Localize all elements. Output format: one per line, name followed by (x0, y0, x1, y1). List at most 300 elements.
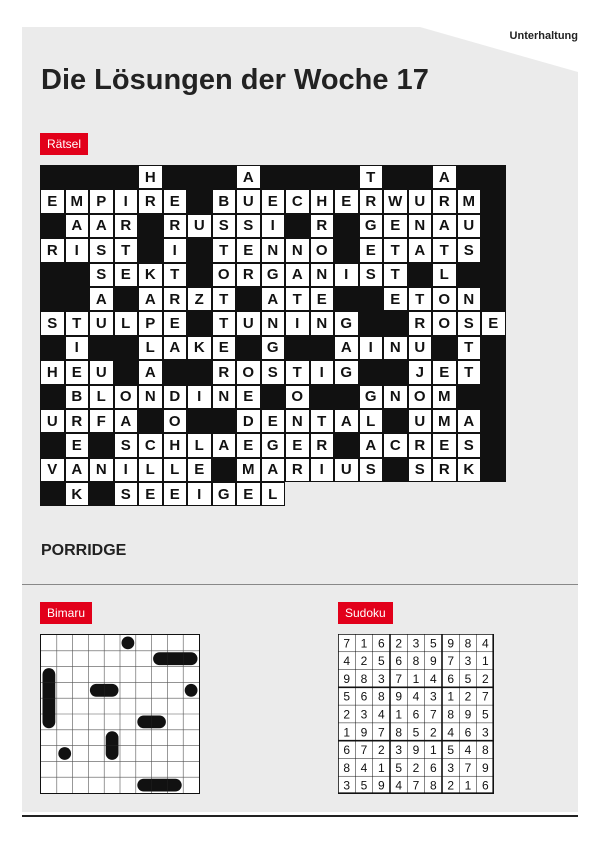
crossword-block (481, 238, 506, 262)
crossword-cell: R (408, 433, 433, 457)
crossword-cell: D (163, 385, 188, 409)
crossword-row (40, 385, 506, 409)
sudoku-digit: 8 (343, 760, 351, 775)
crossword-block (163, 165, 188, 189)
crossword-cell: A (334, 409, 359, 433)
crossword-block (187, 360, 212, 384)
crossword-block (89, 433, 114, 457)
sudoku-svg (338, 634, 494, 794)
crossword-row (40, 263, 506, 287)
crossword-block (310, 165, 335, 189)
crossword-block (285, 214, 310, 238)
crossword-block (334, 238, 359, 262)
crossword-cell: M (432, 409, 457, 433)
crossword-block (383, 458, 408, 482)
bimaru-ship-segment (43, 698, 56, 714)
crossword-cell: T (359, 165, 384, 189)
crossword-cell: L (163, 458, 188, 482)
crossword-block (138, 214, 163, 238)
crossword-gap (432, 482, 457, 506)
sudoku-digit: 8 (412, 654, 420, 669)
crossword-cell: G (212, 482, 237, 506)
sudoku-digit: 5 (429, 636, 437, 651)
bimaru-ship-segment (43, 682, 56, 698)
crossword-block (261, 165, 286, 189)
sudoku-digit: 7 (429, 707, 437, 722)
sudoku-digit: 4 (377, 707, 385, 722)
crossword-gap (383, 482, 408, 506)
sudoku-digit: 7 (464, 760, 472, 775)
crossword-block (334, 287, 359, 311)
sudoku-digit: 9 (447, 636, 455, 651)
crossword-cell: E (432, 360, 457, 384)
crossword-cell: L (114, 311, 139, 335)
crossword-block (187, 189, 212, 213)
crossword-cell: E (285, 433, 310, 457)
crossword-cell: M (457, 189, 482, 213)
crossword-cell: K (457, 458, 482, 482)
sudoku-digit: 4 (447, 725, 455, 740)
crossword-cell: C (383, 433, 408, 457)
solution-word: PORRIDGE (41, 542, 127, 559)
crossword-cell: A (432, 165, 457, 189)
sudoku-digit: 5 (447, 743, 455, 758)
sudoku-digit: 8 (360, 671, 368, 686)
sudoku-label: Sudoku (338, 602, 393, 624)
crossword-cell: T (285, 360, 310, 384)
crossword-cell: A (408, 238, 433, 262)
crossword-cell: R (432, 189, 457, 213)
crossword-cell: S (457, 238, 482, 262)
crossword-block (334, 214, 359, 238)
crossword-block (187, 165, 212, 189)
crossword-cell: R (432, 458, 457, 482)
crossword-cell: G (359, 385, 384, 409)
bimaru-ship-segment (152, 779, 168, 792)
crossword-cell: T (383, 238, 408, 262)
crossword-cell: A (457, 409, 482, 433)
crossword-block (481, 287, 506, 311)
crossword-cell: I (187, 385, 212, 409)
sudoku-digit: 7 (343, 636, 351, 651)
crossword-gap (334, 482, 359, 506)
crossword-block (40, 385, 65, 409)
bimaru-grid (40, 634, 200, 794)
sudoku-digit: 3 (447, 760, 455, 775)
bimaru-ship-segment (167, 779, 181, 792)
crossword-cell: I (261, 214, 286, 238)
crossword-cell: N (310, 263, 335, 287)
crossword-cell: A (432, 214, 457, 238)
section-divider (22, 584, 578, 585)
crossword-cell: H (138, 165, 163, 189)
crossword-block (261, 385, 286, 409)
crossword-row (40, 238, 506, 262)
crossword-gap (359, 482, 384, 506)
crossword-cell: E (236, 433, 261, 457)
crossword-block (89, 482, 114, 506)
crossword-cell: A (212, 433, 237, 457)
sudoku-digit: 1 (464, 778, 472, 793)
crossword-block (457, 385, 482, 409)
crossword-cell: W (383, 189, 408, 213)
crossword-cell: I (187, 482, 212, 506)
crossword-cell: T (114, 238, 139, 262)
crossword-row (40, 189, 506, 213)
crossword-cell: I (114, 458, 139, 482)
crossword-cell: T (310, 409, 335, 433)
crossword-cell: N (261, 311, 286, 335)
bimaru-label: Bimaru (40, 602, 92, 624)
sudoku-digit: 9 (481, 760, 489, 775)
crossword-gap (481, 482, 506, 506)
crossword-block (163, 360, 188, 384)
crossword-row (40, 360, 506, 384)
crossword-row (40, 336, 506, 360)
crossword-cell: O (212, 263, 237, 287)
crossword-block (383, 360, 408, 384)
crossword-cell: A (89, 214, 114, 238)
sudoku-digit: 3 (464, 654, 472, 669)
crossword-block (481, 433, 506, 457)
crossword-cell: G (359, 214, 384, 238)
crossword-block (383, 311, 408, 335)
crossword-cell: H (163, 433, 188, 457)
crossword-cell: O (408, 385, 433, 409)
crossword-cell: C (285, 189, 310, 213)
sudoku-digit: 6 (447, 671, 455, 686)
section-tag: Unterhaltung (509, 30, 578, 42)
crossword-cell: A (261, 287, 286, 311)
crossword-block (212, 165, 237, 189)
sudoku-digit: 5 (377, 654, 385, 669)
crossword-cell: E (40, 189, 65, 213)
crossword-cell: R (138, 189, 163, 213)
crossword-gap (310, 482, 335, 506)
crossword-block (138, 238, 163, 262)
crossword-cell: R (163, 214, 188, 238)
crossword-cell: S (236, 214, 261, 238)
sudoku-digit: 9 (412, 743, 420, 758)
crossword-cell: K (187, 336, 212, 360)
crossword-cell: F (89, 409, 114, 433)
sudoku-digit: 4 (429, 671, 437, 686)
crossword-block (334, 165, 359, 189)
sudoku-digit: 6 (481, 778, 489, 793)
crossword-row (40, 311, 506, 335)
crossword-cell: I (65, 238, 90, 262)
crossword-cell: U (408, 336, 433, 360)
crossword-block (40, 263, 65, 287)
crossword-cell: H (310, 189, 335, 213)
crossword-cell: Z (187, 287, 212, 311)
crossword-block (114, 336, 139, 360)
crossword-cell: H (40, 360, 65, 384)
crossword-row (40, 214, 506, 238)
crossword-cell: U (457, 214, 482, 238)
crossword-block (359, 311, 384, 335)
bimaru-ship-segment (137, 779, 151, 792)
crossword-cell: S (212, 214, 237, 238)
crossword-gap (408, 482, 433, 506)
crossword-cell: R (285, 458, 310, 482)
crossword-cell: G (261, 336, 286, 360)
crossword-block (481, 360, 506, 384)
crossword-cell: I (163, 238, 188, 262)
crossword-cell: N (457, 287, 482, 311)
crossword-block (310, 336, 335, 360)
crossword-cell: E (65, 433, 90, 457)
bottom-rule (22, 815, 578, 817)
crossword-cell: E (65, 360, 90, 384)
crossword-cell: P (89, 189, 114, 213)
crossword-block (481, 165, 506, 189)
crossword-cell: T (212, 238, 237, 262)
sudoku-digit: 7 (412, 778, 420, 793)
crossword-block (40, 336, 65, 360)
bimaru-ship-segment (106, 731, 119, 745)
sudoku-grid (338, 634, 494, 794)
crossword-cell: R (310, 214, 335, 238)
crossword-row (40, 287, 506, 311)
crossword-block (65, 263, 90, 287)
crossword-cell: E (383, 287, 408, 311)
sudoku-digit: 9 (429, 654, 437, 669)
crossword-row (40, 433, 506, 457)
crossword-cell: N (285, 409, 310, 433)
crossword-block (40, 433, 65, 457)
bimaru-ship-segment (43, 714, 56, 728)
crossword-cell: T (457, 360, 482, 384)
crossword-cell: R (163, 287, 188, 311)
crossword-cell: O (432, 311, 457, 335)
crossword-block (65, 165, 90, 189)
bimaru-ship-segment (122, 637, 135, 650)
crossword-cell: E (236, 238, 261, 262)
crossword-block (481, 263, 506, 287)
crossword-cell: I (310, 458, 335, 482)
sudoku-digit: 6 (429, 760, 437, 775)
crossword-cell: P (138, 311, 163, 335)
crossword-cell: B (212, 189, 237, 213)
bimaru-ship-segment (153, 652, 167, 665)
sudoku-digit: 2 (377, 743, 385, 758)
sudoku-digit: 9 (360, 725, 368, 740)
crossword-cell: D (236, 409, 261, 433)
crossword-cell: A (65, 458, 90, 482)
page-title: Die Lösungen der Woche 17 (41, 64, 429, 96)
crossword-block (89, 165, 114, 189)
sudoku-digit: 7 (447, 654, 455, 669)
crossword-block (457, 263, 482, 287)
crossword-block (334, 385, 359, 409)
sudoku-digit: 9 (395, 689, 403, 704)
crossword-grid (40, 165, 506, 506)
sudoku-digit: 1 (429, 743, 437, 758)
sudoku-digit: 6 (395, 654, 403, 669)
sudoku-digit: 5 (412, 725, 420, 740)
crossword-block (187, 238, 212, 262)
crossword-block (65, 287, 90, 311)
crossword-cell: T (285, 287, 310, 311)
crossword-cell: S (114, 482, 139, 506)
sudoku-digit: 5 (395, 760, 403, 775)
crossword-block (359, 360, 384, 384)
crossword-cell: G (334, 311, 359, 335)
crossword-cell: E (310, 287, 335, 311)
crossword-cell: I (310, 360, 335, 384)
crossword-cell: O (114, 385, 139, 409)
crossword-block (457, 165, 482, 189)
crossword-block (187, 409, 212, 433)
sudoku-digit: 3 (360, 707, 368, 722)
bimaru-ship-segment (43, 668, 56, 682)
crossword-cell: E (163, 482, 188, 506)
crossword-cell: A (114, 409, 139, 433)
crossword-cell: R (114, 214, 139, 238)
sudoku-digit: 3 (429, 689, 437, 704)
crossword-cell: S (40, 311, 65, 335)
crossword-cell: O (163, 409, 188, 433)
crossword-block (334, 433, 359, 457)
bimaru-ship-segment (106, 746, 119, 760)
crossword-cell: U (408, 409, 433, 433)
crossword-row (40, 458, 506, 482)
crossword-cell: R (65, 409, 90, 433)
crossword-cell: T (65, 311, 90, 335)
crossword-cell: N (261, 238, 286, 262)
sudoku-digit: 6 (377, 636, 385, 651)
crossword-cell: S (261, 360, 286, 384)
sudoku-digit: 2 (447, 778, 455, 793)
crossword-cell: L (261, 482, 286, 506)
raetsel-label: Rätsel (40, 133, 88, 155)
sudoku-digit: 9 (464, 707, 472, 722)
crossword-gap (285, 482, 310, 506)
crossword-cell: N (310, 311, 335, 335)
crossword-cell: A (334, 336, 359, 360)
crossword-cell: S (114, 433, 139, 457)
crossword-cell: O (432, 287, 457, 311)
crossword-cell: E (236, 385, 261, 409)
sudoku-digit: 3 (481, 725, 489, 740)
crossword-block (432, 336, 457, 360)
sudoku-digit: 4 (481, 636, 489, 651)
bimaru-ship-segment (90, 684, 104, 697)
sudoku-digit: 5 (360, 778, 368, 793)
crossword-cell: U (408, 189, 433, 213)
crossword-cell: T (212, 287, 237, 311)
crossword-row (40, 482, 506, 506)
crossword-cell: K (138, 263, 163, 287)
crossword-cell: E (383, 214, 408, 238)
crossword-cell: A (89, 287, 114, 311)
crossword-block (383, 165, 408, 189)
crossword-block (187, 263, 212, 287)
crossword-cell: M (65, 189, 90, 213)
crossword-block (40, 214, 65, 238)
crossword-cell: N (89, 458, 114, 482)
crossword-cell: A (138, 287, 163, 311)
sudoku-digit: 9 (377, 778, 385, 793)
sudoku-digit: 2 (481, 671, 489, 686)
bimaru-ship-segment (167, 652, 183, 665)
crossword-cell: E (138, 482, 163, 506)
sudoku-digit: 4 (343, 654, 351, 669)
crossword-cell: E (481, 311, 506, 335)
crossword-cell: I (114, 189, 139, 213)
crossword-cell: E (187, 458, 212, 482)
crossword-cell: U (187, 214, 212, 238)
crossword-block (114, 360, 139, 384)
crossword-cell: I (65, 336, 90, 360)
crossword-block (481, 336, 506, 360)
crossword-cell: A (65, 214, 90, 238)
crossword-cell: A (138, 360, 163, 384)
crossword-cell: O (285, 385, 310, 409)
sudoku-digit: 6 (412, 707, 420, 722)
crossword-cell: T (383, 263, 408, 287)
crossword-cell: T (212, 311, 237, 335)
crossword-cell: N (138, 385, 163, 409)
sudoku-digit: 7 (360, 743, 368, 758)
sudoku-digit: 6 (360, 689, 368, 704)
crossword-block (310, 385, 335, 409)
sudoku-digit: 8 (464, 636, 472, 651)
crossword-block (481, 214, 506, 238)
crossword-block (481, 189, 506, 213)
crossword-block (89, 336, 114, 360)
crossword-block (285, 165, 310, 189)
crossword-block (236, 287, 261, 311)
crossword-cell: J (408, 360, 433, 384)
crossword-cell: U (236, 189, 261, 213)
sudoku-digit: 1 (343, 725, 351, 740)
crossword-cell: A (236, 165, 261, 189)
crossword-cell: S (457, 311, 482, 335)
crossword-cell: L (138, 458, 163, 482)
sudoku-digit: 8 (377, 689, 385, 704)
crossword-block (408, 263, 433, 287)
crossword-cell: S (457, 433, 482, 457)
sudoku-digit: 2 (360, 654, 368, 669)
sudoku-digit: 8 (481, 743, 489, 758)
crossword-cell: E (334, 189, 359, 213)
crossword-cell: R (408, 311, 433, 335)
crossword-cell: U (236, 311, 261, 335)
sudoku-digit: 5 (464, 671, 472, 686)
crossword-row (40, 165, 506, 189)
crossword-gap (457, 482, 482, 506)
crossword-cell: E (163, 189, 188, 213)
sudoku-digit: 2 (429, 725, 437, 740)
crossword-cell: N (383, 385, 408, 409)
crossword-cell: O (236, 360, 261, 384)
crossword-cell: B (65, 385, 90, 409)
crossword-cell: L (359, 409, 384, 433)
sudoku-digit: 1 (360, 636, 368, 651)
crossword-cell: R (40, 238, 65, 262)
crossword-cell: I (285, 311, 310, 335)
sudoku-digit: 7 (481, 689, 489, 704)
crossword-cell: A (359, 433, 384, 457)
crossword-cell: R (236, 263, 261, 287)
crossword-cell: C (138, 433, 163, 457)
crossword-block (114, 287, 139, 311)
crossword-block (481, 385, 506, 409)
crossword-cell: S (359, 458, 384, 482)
sudoku-digit: 6 (464, 725, 472, 740)
